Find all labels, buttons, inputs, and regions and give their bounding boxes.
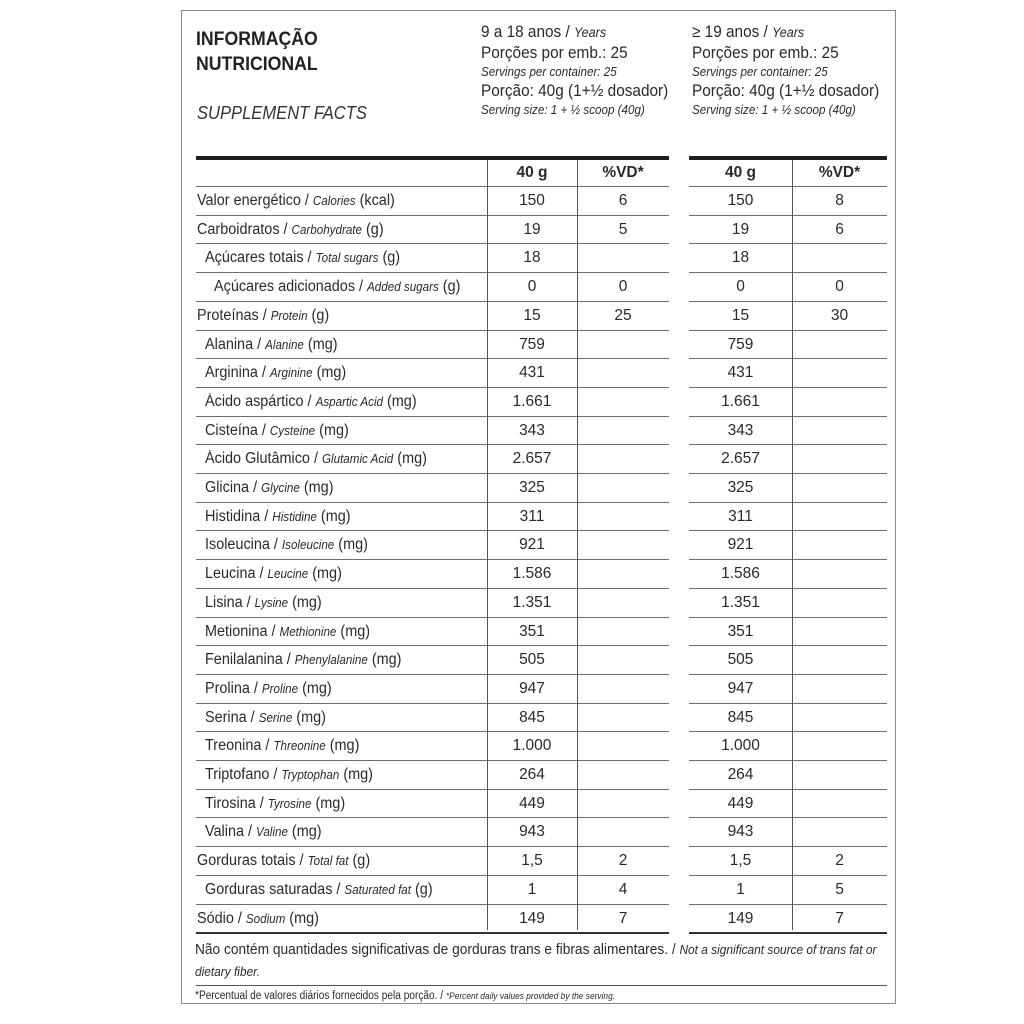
nutrient-label: Gorduras saturadas / Saturated fat (g) — [205, 880, 433, 898]
nutrient-label: Treonina / Threonine (mg) — [205, 737, 360, 755]
nutrient-label: Arginina / Arginine (mg) — [205, 364, 347, 382]
nutrient-row — [0, 560, 1024, 589]
servings-en: Servings per container: 25 — [692, 65, 828, 79]
portion-pt: Porção: 40g (1+½ dosador) — [692, 82, 880, 100]
supplement-facts-subtitle: SUPPLEMENT FACTS — [197, 103, 367, 123]
amount-group-1: 264 — [519, 766, 545, 783]
amount-group-1: 759 — [519, 335, 545, 353]
amount-group-1: 149 — [519, 909, 545, 927]
label-title — [196, 27, 318, 77]
group-header-19-plus — [692, 22, 879, 119]
amount-group-2: 1.586 — [721, 565, 760, 583]
servings-en: Servings per container: 25 — [481, 65, 617, 79]
table-bottom-rule — [689, 932, 887, 934]
amount-group-1: 431 — [519, 364, 545, 382]
dv-group-2: 2 — [835, 852, 844, 870]
dv-group-2: 8 — [835, 192, 844, 209]
nutrient-row — [0, 503, 1024, 532]
amount-group-2: 947 — [727, 679, 754, 697]
amount-group-1: 943 — [519, 823, 545, 841]
nutrient-label: Ácido Glutâmico / Glutamic Acid (mg) — [205, 450, 427, 468]
nutrient-row — [0, 790, 1024, 819]
dv-group-2: 6 — [835, 220, 844, 238]
nutrient-label: Alanina / Alanine (mg) — [205, 335, 338, 353]
nutrient-row — [0, 876, 1024, 905]
amount-group-1: 18 — [523, 249, 541, 267]
amount-group-2: 19 — [731, 220, 750, 238]
amount-group-2: 311 — [728, 507, 753, 525]
dv-group-1: 4 — [618, 880, 628, 898]
amount-group-1: 150 — [519, 192, 545, 209]
nutrient-label: Leucina / Leucine (mg) — [205, 565, 342, 583]
nutrient-row — [0, 675, 1024, 704]
portion-en: Serving size: 1 + ½ scoop (40g) — [692, 103, 856, 117]
dv-group-2: 0 — [835, 278, 844, 296]
nutrient-row — [0, 589, 1024, 618]
amount-group-1: 1 — [527, 880, 537, 898]
amount-group-2: 1 — [736, 880, 745, 898]
amount-group-1: 1.586 — [512, 565, 552, 583]
divider-dv-1 — [577, 160, 578, 930]
dv-group-1: 7 — [618, 909, 628, 927]
amount-group-2: 150 — [727, 192, 754, 209]
nutrient-label: Carboidratos / Carbohydrate (g) — [197, 220, 384, 238]
divider-amount-1 — [487, 160, 488, 930]
nutrient-label: Prolina / Proline (mg) — [205, 679, 332, 697]
nutrient-row — [0, 761, 1024, 790]
nutrient-row — [0, 273, 1024, 302]
amount-group-2: 921 — [727, 536, 754, 554]
nutrient-label: Açúcares totais / Total sugars (g) — [205, 249, 401, 267]
nutrient-row — [0, 704, 1024, 733]
nutrient-row — [0, 818, 1024, 847]
nutrient-label: Cisteína / Cysteine (mg) — [205, 421, 349, 439]
servings-pt: Porções por emb.: 25 — [692, 44, 839, 62]
amount-group-1: 2.657 — [512, 450, 552, 468]
dv-group-1: 5 — [618, 220, 628, 238]
nutrient-label: Valor energético / Calories (kcal) — [197, 192, 395, 209]
col-dv-1: %VD* — [602, 164, 644, 181]
nutrient-label: Proteínas / Protein (g) — [197, 306, 330, 324]
amount-group-2: 449 — [727, 794, 754, 812]
amount-group-1: 1,5 — [521, 852, 543, 870]
nutrient-row — [0, 388, 1024, 417]
dv-group-1: 25 — [614, 306, 632, 324]
nutrient-row — [0, 732, 1024, 761]
amount-group-2: 18 — [731, 249, 750, 267]
nutrient-row — [0, 618, 1024, 647]
amount-group-1: 15 — [523, 306, 541, 324]
age-range: 9 a 18 anos / Years — [481, 23, 607, 41]
dv-group-2: 7 — [835, 909, 844, 927]
amount-group-1: 921 — [519, 536, 545, 554]
amount-group-2: 2.657 — [721, 450, 760, 468]
nutrient-label: Isoleucina / Isoleucine (mg) — [205, 536, 368, 554]
amount-group-1: 325 — [519, 479, 545, 496]
amount-group-2: 325 — [727, 479, 754, 496]
amount-group-1: 1.000 — [512, 737, 552, 755]
nutrient-row — [0, 646, 1024, 675]
nutrient-label: Histidina / Histidine (mg) — [205, 507, 351, 525]
divider-dv-2 — [792, 160, 793, 930]
age-range: ≥ 19 anos / Years — [692, 23, 805, 41]
nutrient-label: Ácido aspártico / Aspartic Acid (mg) — [205, 392, 417, 410]
title-line-2: NUTRICIONAL — [196, 54, 318, 75]
nutrient-row — [0, 216, 1024, 245]
amount-group-1: 449 — [519, 794, 545, 812]
dv-group-2: 5 — [835, 880, 844, 898]
amount-group-1: 1.661 — [512, 392, 552, 410]
nutrient-label: Triptofano / Tryptophan (mg) — [205, 766, 373, 783]
amount-group-1: 845 — [519, 708, 545, 726]
amount-group-1: 505 — [519, 651, 545, 669]
amount-group-2: 431 — [727, 364, 754, 382]
nutrient-row — [0, 331, 1024, 360]
amount-group-2: 149 — [727, 909, 754, 927]
nutrient-row — [0, 244, 1024, 273]
nutrient-label: Fenilalanina / Phenylalanine (mg) — [205, 651, 402, 669]
nutrient-label: Valina / Valine (mg) — [205, 823, 322, 841]
dv-group-2: 30 — [830, 306, 849, 324]
nutrient-row — [0, 445, 1024, 474]
nutrient-row — [0, 359, 1024, 388]
amount-group-2: 943 — [727, 823, 754, 841]
nutrient-label: Açúcares adicionados / Added sugars (g) — [214, 278, 461, 296]
amount-group-2: 15 — [731, 306, 750, 324]
nutrient-label: Serina / Serine (mg) — [205, 708, 326, 726]
servings-pt: Porções por emb.: 25 — [481, 44, 628, 62]
nutrient-label: Gorduras totais / Total fat (g) — [197, 852, 371, 870]
amount-group-2: 1.351 — [721, 593, 760, 611]
nutrient-label: Sódio / Sodium (mg) — [197, 909, 319, 927]
amount-group-2: 845 — [727, 708, 754, 726]
portion-en: Serving size: 1 + ½ scoop (40g) — [481, 103, 645, 117]
daily-value-footnote: *Percentual de valores diários fornecidos pela porção. / *Percent daily values provided by the serving. — [195, 990, 616, 1002]
nutrient-row — [0, 302, 1024, 331]
amount-group-1: 1.351 — [512, 593, 552, 611]
column-header-row — [0, 159, 1024, 188]
col-amount-2: 40 g — [724, 164, 756, 181]
amount-group-2: 505 — [727, 651, 754, 669]
dv-group-1: 2 — [618, 852, 628, 870]
nutrient-label: Lisina / Lysine (mg) — [205, 593, 322, 611]
amount-group-2: 1,5 — [729, 852, 752, 870]
amount-group-2: 343 — [727, 421, 754, 439]
amount-group-2: 1.661 — [721, 392, 760, 410]
amount-group-2: 759 — [727, 335, 754, 353]
nutrient-label: Glicina / Glycine (mg) — [205, 479, 334, 496]
trans-fat-fiber-note: Não contém quantidades significativas de gorduras trans e fibras alimentares. / Not a significant source of trans fat or dietary fiber. — [195, 941, 877, 979]
amount-group-1: 947 — [519, 679, 545, 697]
amount-group-1: 19 — [523, 220, 541, 238]
col-dv-2: %VD* — [818, 164, 861, 181]
amount-group-2: 351 — [727, 622, 754, 640]
amount-group-1: 0 — [527, 278, 537, 296]
dv-group-1: 6 — [618, 192, 628, 209]
title-line-1: INFORMAÇÃO — [196, 29, 318, 50]
portion-pt: Porção: 40g (1+½ dosador) — [481, 82, 669, 100]
amount-group-1: 351 — [519, 622, 545, 640]
amount-group-2: 0 — [736, 278, 745, 296]
group-header-9-18 — [481, 22, 668, 119]
footnote-rule — [196, 985, 887, 986]
nutrient-label: Tirosina / Tyrosine (mg) — [205, 794, 346, 812]
nutrient-label: Metionina / Methionine (mg) — [205, 622, 371, 640]
nutrient-row — [0, 531, 1024, 560]
nutrient-row — [0, 905, 1024, 934]
amount-group-1: 311 — [519, 507, 545, 525]
nutrient-row — [0, 187, 1024, 216]
amount-group-2: 1.000 — [721, 737, 760, 755]
amount-group-1: 343 — [519, 421, 545, 439]
nutrient-row — [0, 474, 1024, 503]
amount-group-2: 264 — [727, 766, 754, 783]
dv-group-1: 0 — [618, 278, 628, 296]
col-amount-1: 40 g — [516, 164, 548, 181]
table-bottom-rule — [196, 932, 669, 934]
nutrient-row — [0, 847, 1024, 876]
nutrient-row — [0, 417, 1024, 446]
